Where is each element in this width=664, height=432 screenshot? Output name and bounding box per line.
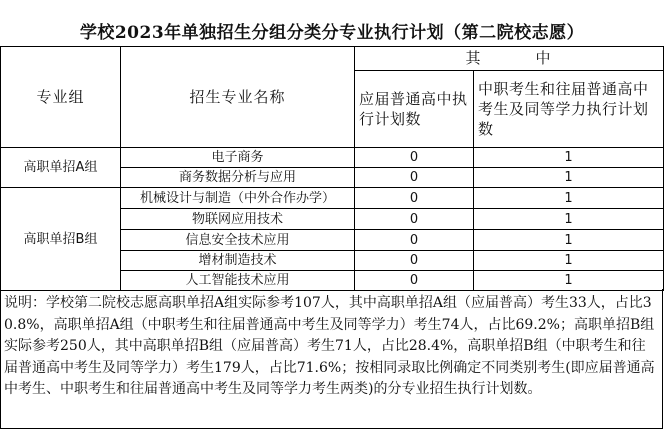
- count-b-cell: 1: [474, 230, 664, 251]
- table-row: [1, 148, 664, 168]
- note-text: 说明：学校第二院校志愿高职单招A组实际参考107人，其中高职单招A组（应届普高）考生33人，占比30.8%，高职单招A组（中职考生和往届普通高中考生及同等学力）考生74人，占比69.2%；高职单招B组实际参考250人，其中高职单招B组（应届普高）考生71人，占比28.4%，高职单招B组（中职考生和往届普通高中考生及同等学力）考生179人，占比71.6%；按相同录取比例确定不同类别考生(即应届普通高中考生、中职考生和往届普通高中考生及同等学力考生两类)的分专业招生执行计划数。: [4, 295, 655, 397]
- major-cell: 物联网应用技术: [121, 209, 355, 230]
- plan-table: [0, 46, 664, 291]
- major-cell: 电子商务: [121, 148, 355, 168]
- count-b-cell: 1: [474, 209, 664, 230]
- header-major: 招生专业名称: [121, 47, 355, 148]
- count-a-cell: 0: [355, 148, 474, 168]
- group-cell: 高职单招A组: [1, 148, 121, 188]
- major-cell: 信息安全技术应用: [121, 230, 355, 251]
- count-b-cell: 1: [474, 188, 664, 209]
- count-b-cell: 1: [474, 271, 664, 291]
- count-a-cell: 0: [355, 271, 474, 291]
- group-cell: 高职单招B组: [1, 188, 121, 291]
- count-a-cell: 0: [355, 188, 474, 209]
- page-title: 学校2023年单独招生分组分类分专业执行计划（第二院校志愿）: [79, 23, 585, 43]
- major-cell: 增材制造技术: [121, 251, 355, 271]
- major-cell: 机械设计与制造（中外合作办学）: [121, 188, 355, 209]
- major-cell: 人工智能技术应用: [121, 271, 355, 291]
- header-group: 专业组: [1, 47, 121, 148]
- count-a-cell: 0: [355, 230, 474, 251]
- count-a-cell: 0: [355, 251, 474, 271]
- header-col-a: 应届普通高中执行计划数: [355, 71, 474, 148]
- major-cell: 商务数据分析与应用: [121, 168, 355, 188]
- table-row: [1, 188, 664, 209]
- count-a-cell: 0: [355, 209, 474, 230]
- note-box: [0, 289, 663, 429]
- count-b-cell: 1: [474, 148, 664, 168]
- count-b-cell: 1: [474, 168, 664, 188]
- header-qizhong: 其 中: [355, 47, 664, 71]
- count-b-cell: 1: [474, 251, 664, 271]
- count-a-cell: 0: [355, 168, 474, 188]
- header-col-b: 中职考生和往届普通高中考生及同等学力执行计划数: [474, 71, 664, 148]
- header-row-1: [1, 47, 664, 71]
